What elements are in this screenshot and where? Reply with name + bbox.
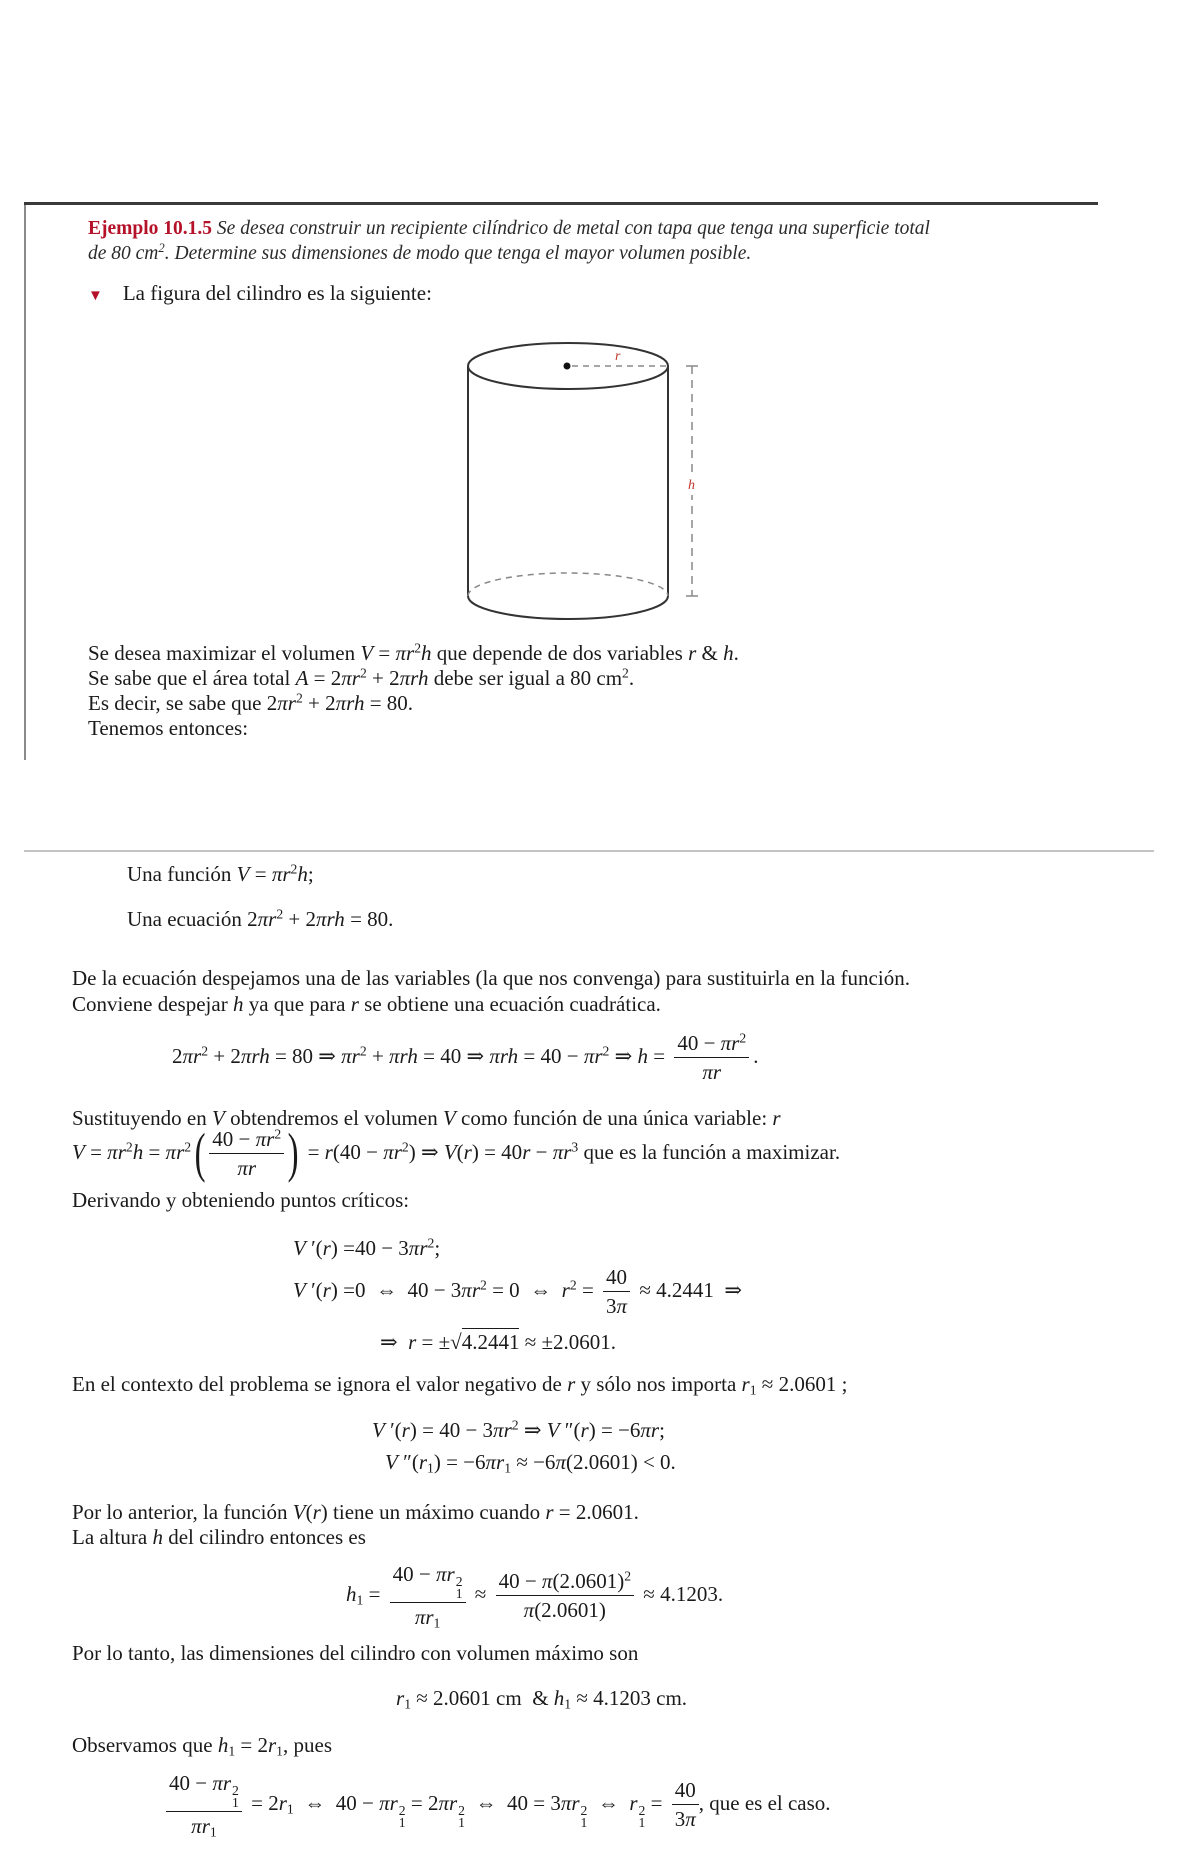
example-label: Ejemplo 10.1.5 <box>88 218 213 239</box>
statement-line-1: Se desea construir un recipiente cilíndrico de metal con tapa que tenga una superficie total <box>216 218 930 239</box>
solve-paragraph-6: Por lo tanto, las dimensiones del cilindro con volumen máximo son <box>72 1641 639 1665</box>
intro-line-1: Se desea maximizar el volumen $V = \pi r^2h$ que depende de dos variables r & h. <box>88 640 739 665</box>
solve-paragraph-1-line-1: De la ecuación despejamos una de las variables (la que nos convenga) para sustituirla en la función. <box>72 966 910 990</box>
example-top-rule <box>24 202 1098 205</box>
equation-solve-h: $2\pi r^2 + 2\pi rh = 80$ ⇒ $\pi r^2 + \pi rh = 40$ ⇒ $\pi rh = 40 - \pi r^2$ ⇒ h = $\frac{40 - \pi r^2}{\pi r}$ . <box>172 1030 759 1085</box>
equation-r-value: ⇒ r = ±√4.2441 ≈ ±2.0601. <box>380 1330 617 1354</box>
height-label: h <box>688 478 695 493</box>
equation-derivative: V $'(r) =40 - 3\pi r^2$; <box>293 1235 441 1260</box>
equation-verification: 40 − πr 2 1 $\pi r_1$ = $2r_1$ ⇔ 40 − πr 2 1 = 2πr 2 1 ⇔ 40 = 3πr 2 1 ⇔ r 2 1 = $\frac{40}{3\pi}$ , que es el caso. <box>166 1772 831 1838</box>
solve-paragraph-5: La altura h del cilindro entonces es <box>72 1525 366 1549</box>
solution-bullet <box>88 281 432 309</box>
bullet-text: La figura del cilindro es la siguiente: <box>122 281 432 305</box>
equation-second-derivative: V $'(r) = 40 - 3\pi r^2$ ⇒ V ″(r) = −6πr; <box>372 1417 665 1442</box>
equation-critical-point: V ′(r) =0 ⇔ $40 - 3\pi r^2 = 0$ ⇔ $r^2$ = $\frac{40}{3\pi}$ ≈ 4.2441 ⇒ <box>293 1265 742 1319</box>
equation-second-derivative-test: V $''(r_1) = -6\pi r_1 \approx -6\pi(2.0601) < 0$. <box>385 1450 676 1476</box>
cylinder-bottom-back-dashed <box>468 573 668 596</box>
solve-paragraph-3: En el contexto del problema se ignora el valor negativo de r y sólo nos importa $r_1 \approx 2.0601$ ; <box>72 1372 848 1398</box>
center-dot <box>564 363 571 370</box>
cylinder-bottom-front <box>468 596 668 619</box>
item-funcion: Una función $V = \pi r^2h$; <box>127 861 314 886</box>
item-ecuacion: Una ecuación $2\pi r^2 + 2\pi rh = 80$. <box>127 906 394 931</box>
equation-height: $h_1$ = 40 − πr 2 1 $\pi r_1$ ≈ $\frac{40 - \pi(2.0601)^2}{\pi(2.0601)}$ ≈ 4.1203. <box>346 1562 724 1631</box>
cylinder-figure <box>440 340 700 620</box>
radius-label: r <box>615 349 621 364</box>
solve-paragraph-7: Observamos que $h_1 = 2r_1$, pues <box>72 1733 332 1759</box>
page-break-rule <box>24 850 1154 852</box>
red-triangle-icon: ▼ <box>88 288 103 304</box>
solve-paragraph-2-line-1: Sustituyendo en V obtendremos el volumen V como función de una única variable: r <box>72 1106 781 1130</box>
solve-paragraph-4: Por lo anterior, la función V(r) tiene un máximo cuando r = 2.0601. <box>72 1500 639 1524</box>
result-dimensions: $r_1 \approx 2.0601$ cm & $h_1 \approx 4.1203$ cm. <box>396 1686 688 1712</box>
intro-line-4: Tenemos entonces: <box>88 716 249 740</box>
equation-volume-r: $V = \pi r^2h = \pi r^2$( $\frac{40 - \pi r^2}{\pi r}$ ) = $r(40 - \pi r^2)$ ⇒ $V(r) = 40r - \pi r^3$ que es la función a maximizar. <box>72 1121 841 1183</box>
example-statement <box>88 216 930 266</box>
intro-line-3: Es decir, se sabe que $2\pi r^2 + 2\pi rh = 80$. <box>88 690 414 715</box>
intro-line-2: Se sabe que el área total $A = 2\pi r^2 + 2\pi rh$ debe ser igual a 80 $cm^2$. <box>88 665 635 690</box>
solve-paragraph-2-line-3: Derivando y obteniendo puntos críticos: <box>72 1188 410 1212</box>
solve-paragraph-1-line-2: Conviene despejar h ya que para r se obtiene una ecuación cuadrática. <box>72 992 661 1016</box>
statement-line-2: de 80 $cm^2$. Determine sus dimensiones de modo que tenga el mayor volumen posible. <box>88 241 752 264</box>
example-left-border <box>24 205 26 760</box>
